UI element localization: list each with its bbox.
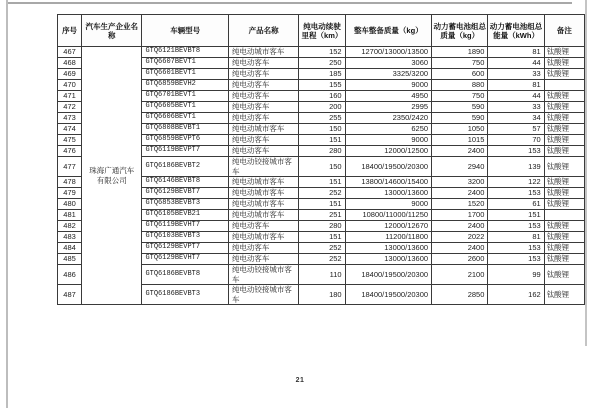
cell-vehicle-model: GTQ6859BEVH2	[142, 80, 228, 91]
cell-battery-energy-kwh: 57	[488, 124, 544, 135]
cell-serial-number: 472	[58, 102, 82, 113]
cell-curb-weight-kg: 3060	[345, 58, 431, 69]
cell-product-name: 纯电动客车	[228, 102, 298, 113]
cell-vehicle-model: GTQ6105BEVB21	[142, 210, 228, 221]
cell-product-name: 纯电动城市客车	[228, 124, 298, 135]
column-header-2: 车辆型号	[142, 15, 228, 47]
cell-battery-energy-kwh: 44	[488, 58, 544, 69]
scan-edge-left	[6, 0, 8, 408]
cell-electric-range-km: 155	[299, 80, 345, 91]
cell-curb-weight-kg: 9000	[345, 199, 431, 210]
cell-remark: 钛酸锂	[544, 47, 584, 58]
cell-remark: 钛酸锂	[544, 135, 584, 146]
column-header-3: 产品名称	[228, 15, 298, 47]
cell-remark: 钛酸锂	[544, 254, 584, 265]
cell-curb-weight-kg: 10800/11000/11250	[345, 210, 431, 221]
cell-battery-mass-kg: 2940	[432, 157, 488, 177]
cell-battery-energy-kwh: 139	[488, 157, 544, 177]
cell-serial-number: 471	[58, 91, 82, 102]
cell-vehicle-model: GTQ6129BEVBT7	[142, 188, 228, 199]
cell-electric-range-km: 252	[299, 243, 345, 254]
cell-product-name: 纯电动城市客车	[228, 177, 298, 188]
cell-battery-mass-kg: 2022	[432, 232, 488, 243]
cell-electric-range-km: 250	[299, 58, 345, 69]
cell-serial-number: 480	[58, 199, 82, 210]
cell-battery-energy-kwh: 153	[488, 146, 544, 157]
cell-product-name: 纯电动客车	[228, 91, 298, 102]
cell-curb-weight-kg: 2995	[345, 102, 431, 113]
column-header-6: 动力蓄电池组总质量（kg）	[432, 15, 488, 47]
cell-vehicle-model: GTQ6859BEVPT6	[142, 135, 228, 146]
cell-vehicle-model: GTQ6186BEVBT8	[142, 265, 228, 285]
cell-electric-range-km: 180	[299, 285, 345, 305]
cell-electric-range-km: 255	[299, 113, 345, 124]
cell-battery-energy-kwh: 34	[488, 113, 544, 124]
cell-battery-energy-kwh: 33	[488, 102, 544, 113]
cell-battery-energy-kwh: 151	[488, 210, 544, 221]
cell-serial-number: 481	[58, 210, 82, 221]
cell-product-name: 纯电动客车	[228, 135, 298, 146]
cell-curb-weight-kg: 18400/19500/20300	[345, 265, 431, 285]
cell-serial-number: 479	[58, 188, 82, 199]
cell-electric-range-km: 150	[299, 124, 345, 135]
column-header-7: 动力蓄电池组总能量（kWh）	[488, 15, 544, 47]
cell-battery-energy-kwh: 122	[488, 177, 544, 188]
cell-electric-range-km: 252	[299, 254, 345, 265]
column-header-4: 纯电动续驶里程（km）	[299, 15, 345, 47]
cell-serial-number: 482	[58, 221, 82, 232]
cell-battery-mass-kg: 2100	[432, 265, 488, 285]
cell-battery-energy-kwh: 162	[488, 285, 544, 305]
cell-remark: 钛酸锂	[544, 199, 584, 210]
cell-remark: 钛酸锂	[544, 113, 584, 124]
cell-electric-range-km: 151	[299, 232, 345, 243]
cell-battery-mass-kg: 2850	[432, 285, 488, 305]
vehicle-catalog-table	[57, 14, 585, 305]
cell-battery-energy-kwh: 70	[488, 135, 544, 146]
cell-serial-number: 485	[58, 254, 82, 265]
cell-remark: 钛酸锂	[544, 188, 584, 199]
cell-vehicle-model: GTQ6129BEVPT7	[142, 243, 228, 254]
cell-product-name: 纯电动客车	[228, 58, 298, 69]
cell-electric-range-km: 160	[299, 91, 345, 102]
cell-curb-weight-kg: 13000/13600	[345, 243, 431, 254]
cell-battery-energy-kwh: 153	[488, 243, 544, 254]
cell-product-name: 纯电动铰接城市客车	[228, 285, 298, 305]
cell-product-name: 纯电动客车	[228, 146, 298, 157]
cell-remark: 钛酸锂	[544, 91, 584, 102]
cell-product-name: 纯电动铰接城市客车	[228, 157, 298, 177]
cell-vehicle-model: GTQ6103BEVBT3	[142, 232, 228, 243]
cell-serial-number: 469	[58, 69, 82, 80]
cell-curb-weight-kg: 13000/13600	[345, 254, 431, 265]
cell-battery-mass-kg: 2600	[432, 254, 488, 265]
cell-remark: 钛酸锂	[544, 58, 584, 69]
cell-remark: 钛酸锂	[544, 102, 584, 113]
cell-serial-number: 470	[58, 80, 82, 91]
cell-curb-weight-kg: 12000/12670	[345, 221, 431, 232]
cell-product-name: 纯电动客车	[228, 221, 298, 232]
cell-vehicle-model: GTQ6601BEVT1	[142, 69, 228, 80]
cell-serial-number: 478	[58, 177, 82, 188]
cell-curb-weight-kg: 13000/13600	[345, 188, 431, 199]
cell-electric-range-km: 151	[299, 177, 345, 188]
cell-electric-range-km: 252	[299, 188, 345, 199]
cell-curb-weight-kg: 9000	[345, 135, 431, 146]
cell-battery-energy-kwh: 61	[488, 199, 544, 210]
cell-battery-mass-kg: 590	[432, 102, 488, 113]
cell-electric-range-km: 185	[299, 69, 345, 80]
cell-electric-range-km: 152	[299, 47, 345, 58]
cell-curb-weight-kg: 12000/12500	[345, 146, 431, 157]
cell-serial-number: 477	[58, 157, 82, 177]
cell-battery-energy-kwh: 81	[488, 80, 544, 91]
cell-remark: 钛酸锂	[544, 243, 584, 254]
cell-serial-number: 473	[58, 113, 82, 124]
column-header-5: 整车整备质量（kg）	[345, 15, 431, 47]
cell-vehicle-model: GTQ6607BEVT1	[142, 58, 228, 69]
cell-product-name: 纯电动客车	[228, 80, 298, 91]
cell-curb-weight-kg: 9000	[345, 80, 431, 91]
cell-remark: 钛酸锂	[544, 124, 584, 135]
cell-remark: 钛酸锂	[544, 177, 584, 188]
cell-product-name: 纯电动客车	[228, 254, 298, 265]
cell-curb-weight-kg: 4950	[345, 91, 431, 102]
cell-serial-number: 487	[58, 285, 82, 305]
cell-remark	[544, 80, 584, 91]
cell-battery-energy-kwh: 44	[488, 91, 544, 102]
scan-edge-top	[8, 2, 572, 4]
cell-vehicle-model: GTQ6186BEVBT2	[142, 157, 228, 177]
cell-curb-weight-kg: 11200/11800	[345, 232, 431, 243]
cell-battery-energy-kwh: 153	[488, 221, 544, 232]
cell-vehicle-model: GTQ6121BEVBT8	[142, 47, 228, 58]
scan-edge-right	[585, 0, 587, 346]
cell-product-name: 纯电动客车	[228, 69, 298, 80]
cell-vehicle-model: GTQ6808BEVBT1	[142, 124, 228, 135]
cell-vehicle-model: GTQ6701BEVT1	[142, 91, 228, 102]
cell-curb-weight-kg: 12700/13000/13500	[345, 47, 431, 58]
cell-vehicle-model: GTQ6853BEVBT3	[142, 199, 228, 210]
cell-remark: 钛酸锂	[544, 265, 584, 285]
cell-product-name: 纯电动城市客车	[228, 47, 298, 58]
cell-serial-number: 486	[58, 265, 82, 285]
cell-serial-number: 468	[58, 58, 82, 69]
cell-remark: 钛酸锂	[544, 232, 584, 243]
cell-product-name: 纯电动城市客车	[228, 210, 298, 221]
cell-electric-range-km: 110	[299, 265, 345, 285]
cell-remark: 钛酸锂	[544, 285, 584, 305]
cell-product-name: 纯电动铰接城市客车	[228, 265, 298, 285]
cell-battery-mass-kg: 1700	[432, 210, 488, 221]
cell-electric-range-km: 280	[299, 146, 345, 157]
cell-vehicle-model: GTQ6129BEVHT7	[142, 254, 228, 265]
cell-battery-mass-kg: 750	[432, 58, 488, 69]
cell-product-name: 纯电动城市客车	[228, 199, 298, 210]
cell-electric-range-km: 200	[299, 102, 345, 113]
cell-vehicle-model: GTQ6119BEVPT7	[142, 146, 228, 157]
cell-electric-range-km: 151	[299, 135, 345, 146]
cell-battery-mass-kg: 880	[432, 80, 488, 91]
cell-curb-weight-kg: 3325/3200	[345, 69, 431, 80]
cell-battery-energy-kwh: 153	[488, 254, 544, 265]
cell-serial-number: 474	[58, 124, 82, 135]
cell-battery-energy-kwh: 33	[488, 69, 544, 80]
cell-battery-energy-kwh: 153	[488, 188, 544, 199]
table-row-467	[58, 47, 585, 58]
cell-battery-mass-kg: 1520	[432, 199, 488, 210]
cell-electric-range-km: 150	[299, 157, 345, 177]
cell-serial-number: 484	[58, 243, 82, 254]
cell-product-name: 纯电动客车	[228, 243, 298, 254]
cell-battery-mass-kg: 1890	[432, 47, 488, 58]
cell-curb-weight-kg: 2350/2420	[345, 113, 431, 124]
cell-battery-mass-kg: 600	[432, 69, 488, 80]
page-number: 21	[295, 377, 305, 384]
cell-remark: 钛酸锂	[544, 69, 584, 80]
cell-electric-range-km: 280	[299, 221, 345, 232]
cell-vehicle-model: GTQ6606BEVT1	[142, 113, 228, 124]
cell-product-name: 纯电动客车	[228, 113, 298, 124]
cell-remark: 钛酸锂	[544, 221, 584, 232]
cell-serial-number: 475	[58, 135, 82, 146]
cell-product-name: 纯电动城市客车	[228, 188, 298, 199]
cell-vehicle-model: GTQ6186BEVBT3	[142, 285, 228, 305]
cell-electric-range-km: 251	[299, 210, 345, 221]
cell-battery-mass-kg: 750	[432, 91, 488, 102]
cell-vehicle-model: GTQ6119BEVHT7	[142, 221, 228, 232]
cell-curb-weight-kg: 13800/14600/15400	[345, 177, 431, 188]
table-body	[58, 47, 585, 305]
column-header-8: 备注	[544, 15, 584, 47]
column-header-1: 汽车生产企业名称	[82, 15, 142, 47]
cell-curb-weight-kg: 18400/19500/20300	[345, 157, 431, 177]
cell-vehicle-model: GTQ6605BEVT1	[142, 102, 228, 113]
cell-electric-range-km: 151	[299, 199, 345, 210]
cell-remark: 钛酸锂	[544, 157, 584, 177]
cell-curb-weight-kg: 6250	[345, 124, 431, 135]
header-row	[58, 15, 585, 47]
cell-battery-energy-kwh: 81	[488, 47, 544, 58]
cell-battery-mass-kg: 2400	[432, 243, 488, 254]
cell-manufacturer-name: 珠海广通汽车有限公司	[82, 47, 142, 305]
cell-serial-number: 467	[58, 47, 82, 58]
cell-battery-energy-kwh: 81	[488, 232, 544, 243]
table-header	[58, 15, 585, 47]
column-header-0: 序号	[58, 15, 82, 47]
cell-battery-mass-kg: 1050	[432, 124, 488, 135]
cell-remark: 钛酸锂	[544, 146, 584, 157]
cell-battery-mass-kg: 2400	[432, 221, 488, 232]
cell-curb-weight-kg: 18400/19500/20300	[345, 285, 431, 305]
cell-battery-mass-kg: 2400	[432, 188, 488, 199]
cell-battery-energy-kwh: 99	[488, 265, 544, 285]
cell-battery-mass-kg: 1015	[432, 135, 488, 146]
cell-remark	[544, 210, 584, 221]
cell-battery-mass-kg: 3200	[432, 177, 488, 188]
cell-battery-mass-kg: 2400	[432, 146, 488, 157]
cell-serial-number: 483	[58, 232, 82, 243]
cell-product-name: 纯电动城市客车	[228, 232, 298, 243]
cell-vehicle-model: GTQ6146BEVBT8	[142, 177, 228, 188]
cell-serial-number: 476	[58, 146, 82, 157]
cell-battery-mass-kg: 590	[432, 113, 488, 124]
